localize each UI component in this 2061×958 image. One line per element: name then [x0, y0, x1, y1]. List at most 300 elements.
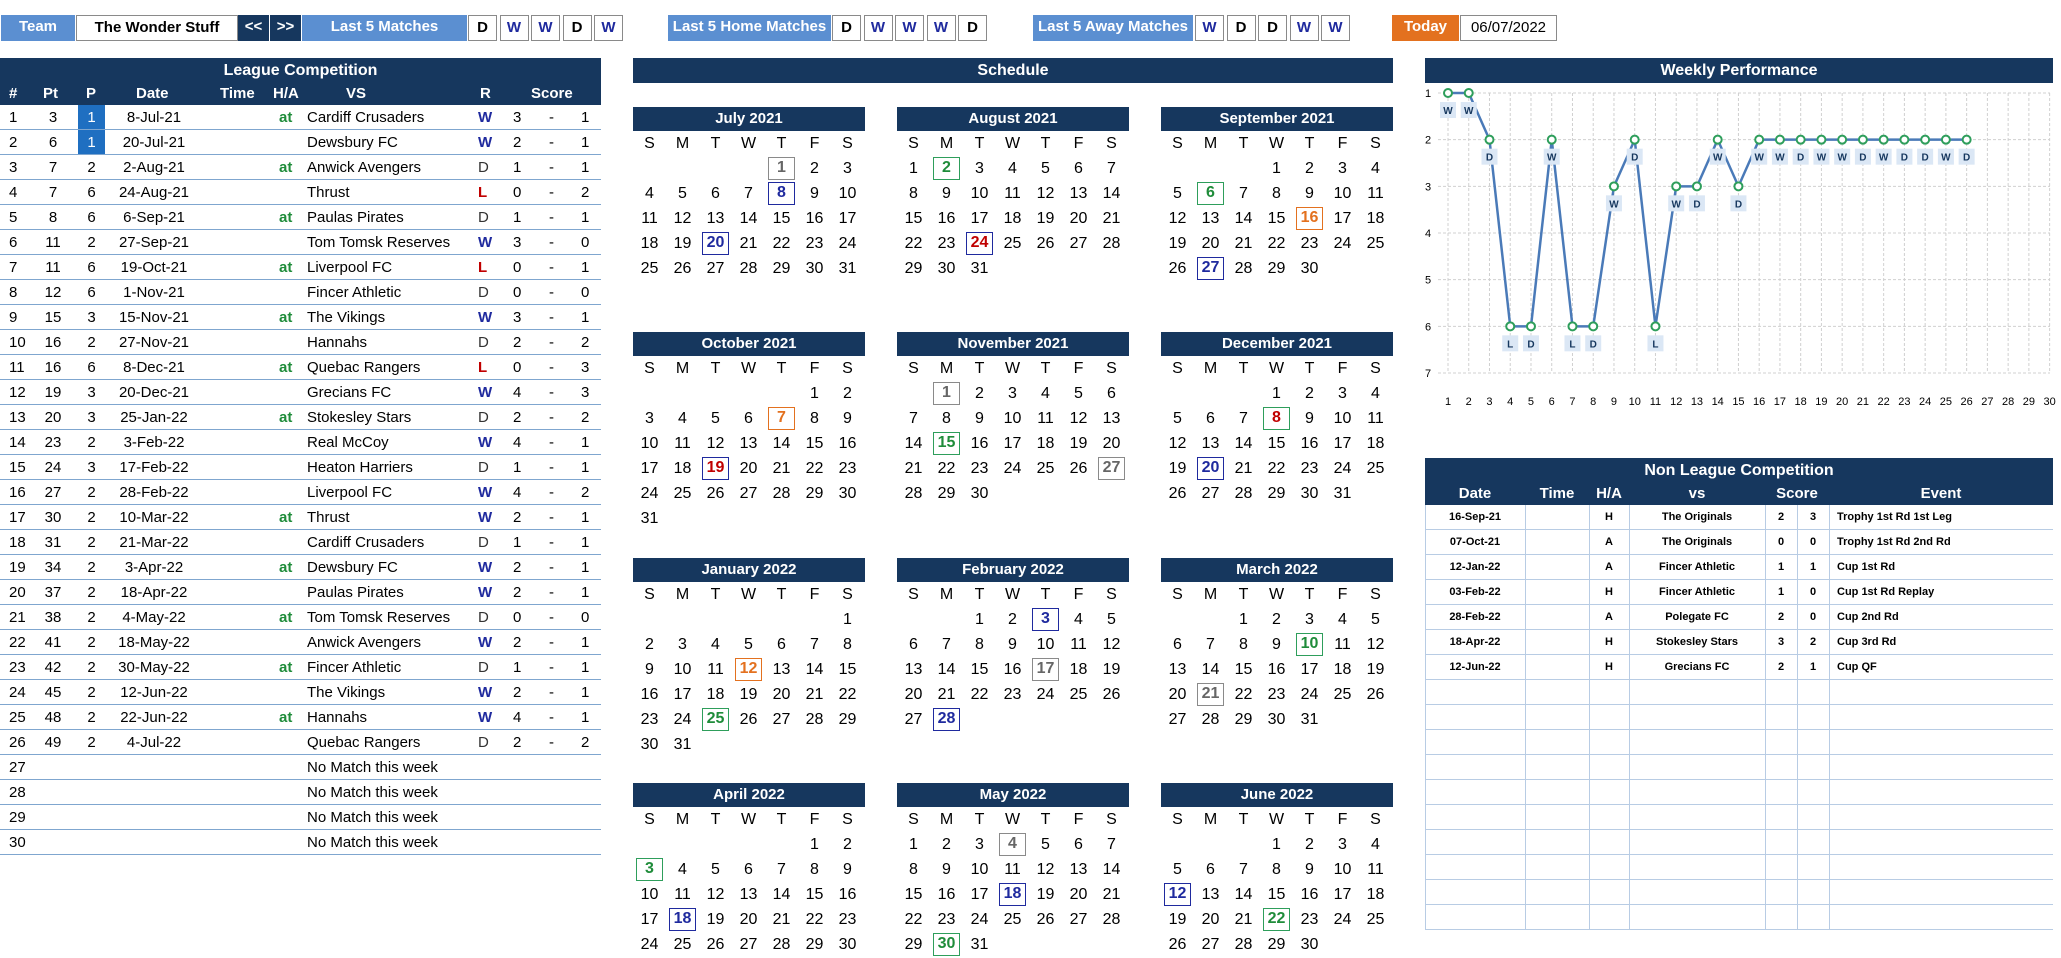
league-row[interactable]	[0, 630, 601, 655]
calendar-day[interactable]: 27	[1201, 936, 1220, 953]
calendar-day[interactable]: 24	[640, 485, 659, 502]
calendar-day[interactable]: 6	[744, 410, 753, 427]
calendar-day[interactable]: 7	[942, 636, 951, 653]
calendar-day[interactable]	[996, 707, 1029, 732]
calendar-day[interactable]	[1194, 181, 1227, 206]
calendar-day[interactable]: 25	[1003, 911, 1022, 928]
calendar-day[interactable]	[699, 607, 732, 632]
calendar-day[interactable]	[666, 607, 699, 632]
calendar-day[interactable]: 13	[706, 210, 725, 227]
calendar-day[interactable]	[732, 607, 765, 632]
calendar-day[interactable]: 6	[1074, 160, 1083, 177]
calendar-day[interactable]	[765, 832, 798, 857]
calendar-day[interactable]: 7	[777, 861, 786, 878]
calendar-day[interactable]	[765, 607, 798, 632]
calendar-day[interactable]	[1359, 707, 1392, 732]
league-row[interactable]	[0, 330, 601, 355]
calendar-day[interactable]: 18	[1366, 435, 1385, 452]
calendar-day[interactable]: 2	[942, 836, 951, 853]
calendar-day[interactable]: 2	[810, 160, 819, 177]
match-day-marker[interactable]: 3	[1032, 608, 1059, 631]
calendar-day[interactable]	[699, 381, 732, 406]
calendar-day[interactable]: 24	[1036, 686, 1055, 703]
calendar-day[interactable]: 2	[1305, 160, 1314, 177]
calendar-day[interactable]: 15	[904, 886, 923, 903]
calendar-day[interactable]: 29	[805, 936, 824, 953]
calendar-day[interactable]: 15	[1267, 210, 1286, 227]
match-day-marker[interactable]: 18	[999, 883, 1026, 906]
today-date[interactable]: 06/07/2022	[1460, 15, 1557, 41]
calendar-day[interactable]: 2	[843, 385, 852, 402]
calendar-day[interactable]: 25	[1003, 235, 1022, 252]
calendar-day[interactable]: 26	[706, 936, 725, 953]
calendar-day[interactable]: 27	[706, 260, 725, 277]
calendar-day[interactable]: 8	[810, 861, 819, 878]
calendar-day[interactable]	[699, 231, 732, 256]
calendar-day[interactable]: 23	[937, 911, 956, 928]
calendar-day[interactable]: 21	[937, 686, 956, 703]
calendar-day[interactable]: 19	[1168, 460, 1187, 477]
calendar-day[interactable]: 24	[838, 235, 857, 252]
calendar-day[interactable]: 18	[1036, 435, 1055, 452]
calendar-day[interactable]: 20	[1201, 235, 1220, 252]
calendar-day[interactable]: 4	[1371, 385, 1380, 402]
calendar-day[interactable]: 4	[1041, 385, 1050, 402]
calendar-day[interactable]: 8	[843, 636, 852, 653]
calendar-day[interactable]: 15	[970, 661, 989, 678]
calendar-day[interactable]: 20	[739, 460, 758, 477]
calendar-day[interactable]: 14	[1234, 210, 1253, 227]
calendar-day[interactable]: 26	[1102, 686, 1121, 703]
prev-team-button[interactable]: <<	[238, 15, 269, 41]
calendar-day[interactable]	[1161, 832, 1194, 857]
calendar-day[interactable]: 14	[739, 210, 758, 227]
calendar-day[interactable]: 25	[673, 485, 692, 502]
calendar-day[interactable]: 12	[706, 886, 725, 903]
calendar-day[interactable]: 13	[1069, 185, 1088, 202]
calendar-day[interactable]: 3	[645, 410, 654, 427]
calendar-day[interactable]: 8	[909, 861, 918, 878]
calendar-day[interactable]: 17	[1003, 435, 1022, 452]
calendar-day[interactable]: 19	[1102, 661, 1121, 678]
nonleague-row[interactable]	[1425, 505, 2053, 530]
league-row[interactable]	[0, 530, 601, 555]
calendar-day[interactable]	[699, 506, 732, 531]
calendar-day[interactable]: 13	[739, 435, 758, 452]
league-row[interactable]	[0, 380, 601, 405]
calendar-day[interactable]: 27	[1069, 235, 1088, 252]
calendar-day[interactable]: 1	[1272, 385, 1281, 402]
calendar-day[interactable]: 28	[1234, 485, 1253, 502]
calendar-day[interactable]	[1326, 256, 1359, 281]
calendar-day[interactable]: 22	[904, 235, 923, 252]
calendar-day[interactable]: 11	[707, 661, 724, 678]
calendar-day[interactable]: 13	[1201, 210, 1220, 227]
match-day-marker[interactable]: 7	[768, 407, 795, 430]
calendar-day[interactable]: 24	[673, 711, 692, 728]
calendar-day[interactable]: 28	[904, 485, 923, 502]
calendar-day[interactable]: 30	[1267, 711, 1286, 728]
calendar-day[interactable]: 5	[1173, 410, 1182, 427]
calendar-day[interactable]: 7	[744, 185, 753, 202]
calendar-day[interactable]: 29	[1267, 260, 1286, 277]
calendar-day[interactable]: 27	[1069, 911, 1088, 928]
match-day-marker[interactable]: 27	[1098, 457, 1125, 480]
calendar-day[interactable]: 28	[1234, 260, 1253, 277]
calendar-day[interactable]	[1029, 657, 1062, 682]
calendar-day[interactable]: 12	[706, 435, 725, 452]
match-day-marker[interactable]: 1	[768, 157, 795, 180]
league-row[interactable]	[0, 405, 601, 430]
calendar-day[interactable]	[699, 456, 732, 481]
team-selector[interactable]: The Wonder Stuff	[76, 15, 238, 41]
calendar-day[interactable]: 9	[1305, 861, 1314, 878]
calendar-day[interactable]: 1	[810, 836, 819, 853]
calendar-day[interactable]	[1194, 456, 1227, 481]
calendar-day[interactable]: 25	[1366, 235, 1385, 252]
calendar-day[interactable]: 5	[1074, 385, 1083, 402]
calendar-day[interactable]: 19	[1036, 210, 1055, 227]
match-day-marker[interactable]: 17	[1032, 658, 1059, 681]
match-day-marker[interactable]: 10	[1296, 633, 1323, 656]
calendar-day[interactable]: 10	[1333, 410, 1352, 427]
calendar-day[interactable]: 14	[1201, 661, 1220, 678]
match-day-marker[interactable]: 4	[999, 833, 1026, 856]
calendar-day[interactable]: 12	[1168, 210, 1187, 227]
calendar-day[interactable]: 28	[1201, 711, 1220, 728]
league-row[interactable]	[0, 180, 601, 205]
calendar-day[interactable]: 24	[1333, 235, 1352, 252]
calendar-day[interactable]: 28	[772, 485, 791, 502]
calendar-day[interactable]: 20	[1102, 435, 1121, 452]
calendar-day[interactable]: 20	[1168, 686, 1187, 703]
calendar-day[interactable]	[1293, 632, 1326, 657]
calendar-day[interactable]: 15	[772, 210, 791, 227]
calendar-day[interactable]: 9	[975, 410, 984, 427]
calendar-day[interactable]: 21	[1102, 210, 1121, 227]
calendar-day[interactable]: 27	[739, 485, 758, 502]
calendar-day[interactable]	[633, 156, 666, 181]
calendar-day[interactable]: 17	[640, 460, 659, 477]
calendar-day[interactable]	[1062, 707, 1095, 732]
calendar-day[interactable]: 23	[970, 460, 989, 477]
calendar-day[interactable]: 4	[678, 410, 687, 427]
calendar-day[interactable]	[996, 882, 1029, 907]
calendar-day[interactable]: 27	[772, 711, 791, 728]
calendar-day[interactable]: 4	[1074, 611, 1083, 628]
calendar-day[interactable]	[1095, 256, 1128, 281]
calendar-day[interactable]: 25	[1366, 911, 1385, 928]
calendar-day[interactable]	[1095, 456, 1128, 481]
calendar-day[interactable]: 31	[673, 736, 692, 753]
calendar-day[interactable]: 18	[640, 235, 659, 252]
calendar-day[interactable]: 10	[1003, 410, 1022, 427]
calendar-day[interactable]	[897, 381, 930, 406]
calendar-day[interactable]	[1194, 607, 1227, 632]
calendar-day[interactable]: 1	[909, 160, 918, 177]
match-day-marker[interactable]: 24	[966, 232, 993, 255]
calendar-day[interactable]	[1227, 832, 1260, 857]
nonleague-row[interactable]	[1425, 880, 2053, 905]
league-row[interactable]	[0, 455, 601, 480]
calendar-day[interactable]	[1161, 607, 1194, 632]
calendar-day[interactable]: 2	[1305, 385, 1314, 402]
calendar-day[interactable]: 7	[1239, 861, 1248, 878]
calendar-day[interactable]: 9	[843, 410, 852, 427]
calendar-day[interactable]: 9	[810, 185, 819, 202]
calendar-day[interactable]: 1	[1272, 160, 1281, 177]
calendar-day[interactable]: 26	[1036, 235, 1055, 252]
calendar-day[interactable]: 29	[937, 485, 956, 502]
calendar-day[interactable]	[1194, 256, 1227, 281]
calendar-day[interactable]	[996, 256, 1029, 281]
calendar-day[interactable]: 18	[673, 460, 692, 477]
calendar-day[interactable]: 3	[1338, 385, 1347, 402]
nonleague-row[interactable]	[1425, 755, 2053, 780]
league-row[interactable]	[0, 555, 601, 580]
calendar-day[interactable]: 1	[975, 611, 984, 628]
calendar-day[interactable]: 14	[904, 435, 923, 452]
calendar-day[interactable]: 7	[1206, 636, 1215, 653]
calendar-day[interactable]: 26	[1168, 485, 1187, 502]
calendar-day[interactable]: 7	[1239, 185, 1248, 202]
calendar-day[interactable]: 16	[640, 686, 659, 703]
calendar-day[interactable]	[765, 506, 798, 531]
nonleague-row[interactable]	[1425, 580, 2053, 605]
calendar-day[interactable]: 30	[805, 260, 824, 277]
calendar-day[interactable]	[1194, 156, 1227, 181]
calendar-day[interactable]	[666, 156, 699, 181]
league-row[interactable]	[0, 505, 601, 530]
league-row[interactable]	[0, 280, 601, 305]
league-row[interactable]	[0, 680, 601, 705]
match-day-marker[interactable]: 2	[933, 157, 960, 180]
calendar-day[interactable]: 23	[805, 235, 824, 252]
calendar-day[interactable]	[666, 832, 699, 857]
calendar-day[interactable]: 4	[1371, 836, 1380, 853]
nonleague-row[interactable]	[1425, 805, 2053, 830]
calendar-day[interactable]	[732, 381, 765, 406]
calendar-day[interactable]	[1293, 206, 1326, 231]
calendar-day[interactable]: 4	[1371, 160, 1380, 177]
calendar-day[interactable]: 23	[1300, 460, 1319, 477]
league-row[interactable]	[0, 155, 601, 180]
match-day-marker[interactable]: 20	[1197, 457, 1224, 480]
calendar-day[interactable]: 21	[904, 460, 923, 477]
calendar-day[interactable]: 20	[904, 686, 923, 703]
calendar-day[interactable]: 19	[673, 235, 692, 252]
calendar-day[interactable]: 30	[838, 936, 857, 953]
calendar-day[interactable]: 8	[810, 410, 819, 427]
calendar-day[interactable]: 15	[1267, 886, 1286, 903]
calendar-day[interactable]: 1	[1272, 836, 1281, 853]
calendar-day[interactable]: 3	[843, 160, 852, 177]
league-row[interactable]	[0, 830, 601, 855]
calendar-day[interactable]: 22	[772, 235, 791, 252]
league-row[interactable]	[0, 780, 601, 805]
calendar-day[interactable]: 16	[805, 210, 824, 227]
calendar-day[interactable]: 8	[909, 185, 918, 202]
calendar-day[interactable]: 8	[1239, 636, 1248, 653]
calendar-day[interactable]	[1260, 406, 1293, 431]
calendar-day[interactable]: 20	[1069, 886, 1088, 903]
calendar-day[interactable]: 7	[1107, 836, 1116, 853]
calendar-day[interactable]: 26	[1168, 260, 1187, 277]
calendar-day[interactable]: 27	[1201, 485, 1220, 502]
calendar-day[interactable]: 26	[706, 485, 725, 502]
calendar-day[interactable]: 15	[805, 435, 824, 452]
calendar-day[interactable]	[633, 607, 666, 632]
calendar-day[interactable]: 29	[1234, 711, 1253, 728]
calendar-day[interactable]: 1	[1239, 611, 1248, 628]
match-day-marker[interactable]: 28	[933, 708, 960, 731]
calendar-day[interactable]: 9	[1272, 636, 1281, 653]
calendar-day[interactable]: 17	[838, 210, 857, 227]
calendar-day[interactable]: 24	[1333, 911, 1352, 928]
calendar-day[interactable]: 23	[838, 911, 857, 928]
calendar-day[interactable]: 2	[1008, 611, 1017, 628]
calendar-day[interactable]: 14	[772, 435, 791, 452]
calendar-day[interactable]: 16	[1300, 435, 1319, 452]
calendar-day[interactable]: 19	[1168, 911, 1187, 928]
calendar-day[interactable]: 16	[1003, 661, 1022, 678]
calendar-day[interactable]: 3	[1008, 385, 1017, 402]
calendar-day[interactable]: 25	[673, 936, 692, 953]
calendar-day[interactable]	[1161, 381, 1194, 406]
calendar-day[interactable]	[765, 381, 798, 406]
calendar-day[interactable]: 12	[673, 210, 692, 227]
calendar-day[interactable]: 11	[1004, 185, 1021, 202]
calendar-day[interactable]: 31	[640, 510, 659, 527]
calendar-day[interactable]: 30	[937, 260, 956, 277]
calendar-day[interactable]	[633, 832, 666, 857]
match-day-marker[interactable]: 20	[702, 232, 729, 255]
nonleague-row[interactable]	[1425, 830, 2053, 855]
calendar-day[interactable]: 29	[772, 260, 791, 277]
calendar-day[interactable]	[1194, 682, 1227, 707]
calendar-day[interactable]: 22	[805, 911, 824, 928]
calendar-day[interactable]	[699, 156, 732, 181]
calendar-day[interactable]: 24	[640, 936, 659, 953]
calendar-day[interactable]: 28	[739, 260, 758, 277]
calendar-day[interactable]	[1062, 932, 1095, 957]
calendar-day[interactable]: 10	[640, 435, 659, 452]
calendar-day[interactable]	[930, 431, 963, 456]
calendar-day[interactable]: 19	[1036, 886, 1055, 903]
league-row[interactable]	[0, 655, 601, 680]
nonleague-row[interactable]	[1425, 530, 2053, 555]
calendar-day[interactable]: 17	[970, 886, 989, 903]
calendar-day[interactable]: 5	[678, 185, 687, 202]
calendar-day[interactable]	[996, 481, 1029, 506]
calendar-day[interactable]	[831, 506, 864, 531]
calendar-day[interactable]: 27	[904, 711, 923, 728]
calendar-day[interactable]: 31	[838, 260, 857, 277]
match-day-marker[interactable]: 8	[768, 182, 795, 205]
calendar-day[interactable]: 10	[1333, 185, 1352, 202]
calendar-day[interactable]: 7	[1107, 160, 1116, 177]
calendar-day[interactable]	[1359, 256, 1392, 281]
calendar-day[interactable]: 8	[1272, 185, 1281, 202]
calendar-day[interactable]: 30	[1300, 936, 1319, 953]
calendar-day[interactable]: 23	[640, 711, 659, 728]
calendar-day[interactable]: 5	[711, 861, 720, 878]
match-day-marker[interactable]: 25	[702, 708, 729, 731]
calendar-day[interactable]: 18	[1333, 661, 1352, 678]
league-row[interactable]	[0, 305, 601, 330]
calendar-day[interactable]	[930, 381, 963, 406]
calendar-day[interactable]	[1062, 481, 1095, 506]
calendar-day[interactable]	[633, 381, 666, 406]
calendar-day[interactable]: 3	[975, 160, 984, 177]
calendar-day[interactable]: 1	[843, 611, 852, 628]
calendar-day[interactable]: 30	[1300, 485, 1319, 502]
match-day-marker[interactable]: 16	[1296, 207, 1323, 230]
calendar-day[interactable]: 29	[838, 711, 857, 728]
calendar-day[interactable]	[765, 732, 798, 757]
calendar-day[interactable]: 10	[838, 185, 857, 202]
calendar-day[interactable]: 15	[1267, 435, 1286, 452]
league-row[interactable]	[0, 605, 601, 630]
league-row[interactable]	[0, 705, 601, 730]
calendar-day[interactable]: 4	[678, 861, 687, 878]
calendar-day[interactable]: 22	[805, 460, 824, 477]
nonleague-row[interactable]	[1425, 730, 2053, 755]
calendar-day[interactable]: 23	[1300, 911, 1319, 928]
calendar-day[interactable]: 9	[645, 661, 654, 678]
calendar-day[interactable]: 26	[1069, 460, 1088, 477]
calendar-day[interactable]: 20	[739, 911, 758, 928]
calendar-day[interactable]: 21	[805, 686, 824, 703]
league-row[interactable]	[0, 355, 601, 380]
calendar-day[interactable]: 13	[904, 661, 923, 678]
calendar-day[interactable]	[666, 381, 699, 406]
calendar-day[interactable]: 17	[1333, 435, 1352, 452]
calendar-day[interactable]: 16	[838, 886, 857, 903]
calendar-day[interactable]: 26	[673, 260, 692, 277]
calendar-day[interactable]	[1029, 607, 1062, 632]
calendar-day[interactable]	[897, 607, 930, 632]
nonleague-row[interactable]	[1425, 555, 2053, 580]
calendar-day[interactable]: 14	[1102, 185, 1121, 202]
calendar-day[interactable]	[831, 732, 864, 757]
calendar-day[interactable]: 11	[1367, 185, 1384, 202]
calendar-day[interactable]: 6	[744, 861, 753, 878]
nonleague-row[interactable]	[1425, 705, 2053, 730]
league-row[interactable]	[0, 255, 601, 280]
calendar-day[interactable]: 1	[810, 385, 819, 402]
calendar-day[interactable]: 28	[1102, 235, 1121, 252]
calendar-day[interactable]: 6	[711, 185, 720, 202]
calendar-day[interactable]: 28	[805, 711, 824, 728]
calendar-day[interactable]: 30	[1300, 260, 1319, 277]
calendar-day[interactable]: 9	[1305, 185, 1314, 202]
calendar-day[interactable]: 10	[640, 886, 659, 903]
match-day-marker[interactable]: 8	[1263, 407, 1290, 430]
calendar-day[interactable]: 14	[1102, 861, 1121, 878]
calendar-day[interactable]: 30	[838, 485, 857, 502]
calendar-day[interactable]: 11	[1004, 861, 1021, 878]
calendar-day[interactable]	[1095, 481, 1128, 506]
calendar-day[interactable]: 16	[1300, 886, 1319, 903]
calendar-day[interactable]: 4	[645, 185, 654, 202]
calendar-day[interactable]: 2	[975, 385, 984, 402]
calendar-day[interactable]: 14	[805, 661, 824, 678]
calendar-day[interactable]: 6	[909, 636, 918, 653]
calendar-day[interactable]: 5	[711, 410, 720, 427]
calendar-day[interactable]: 13	[1069, 861, 1088, 878]
calendar-day[interactable]	[798, 607, 831, 632]
